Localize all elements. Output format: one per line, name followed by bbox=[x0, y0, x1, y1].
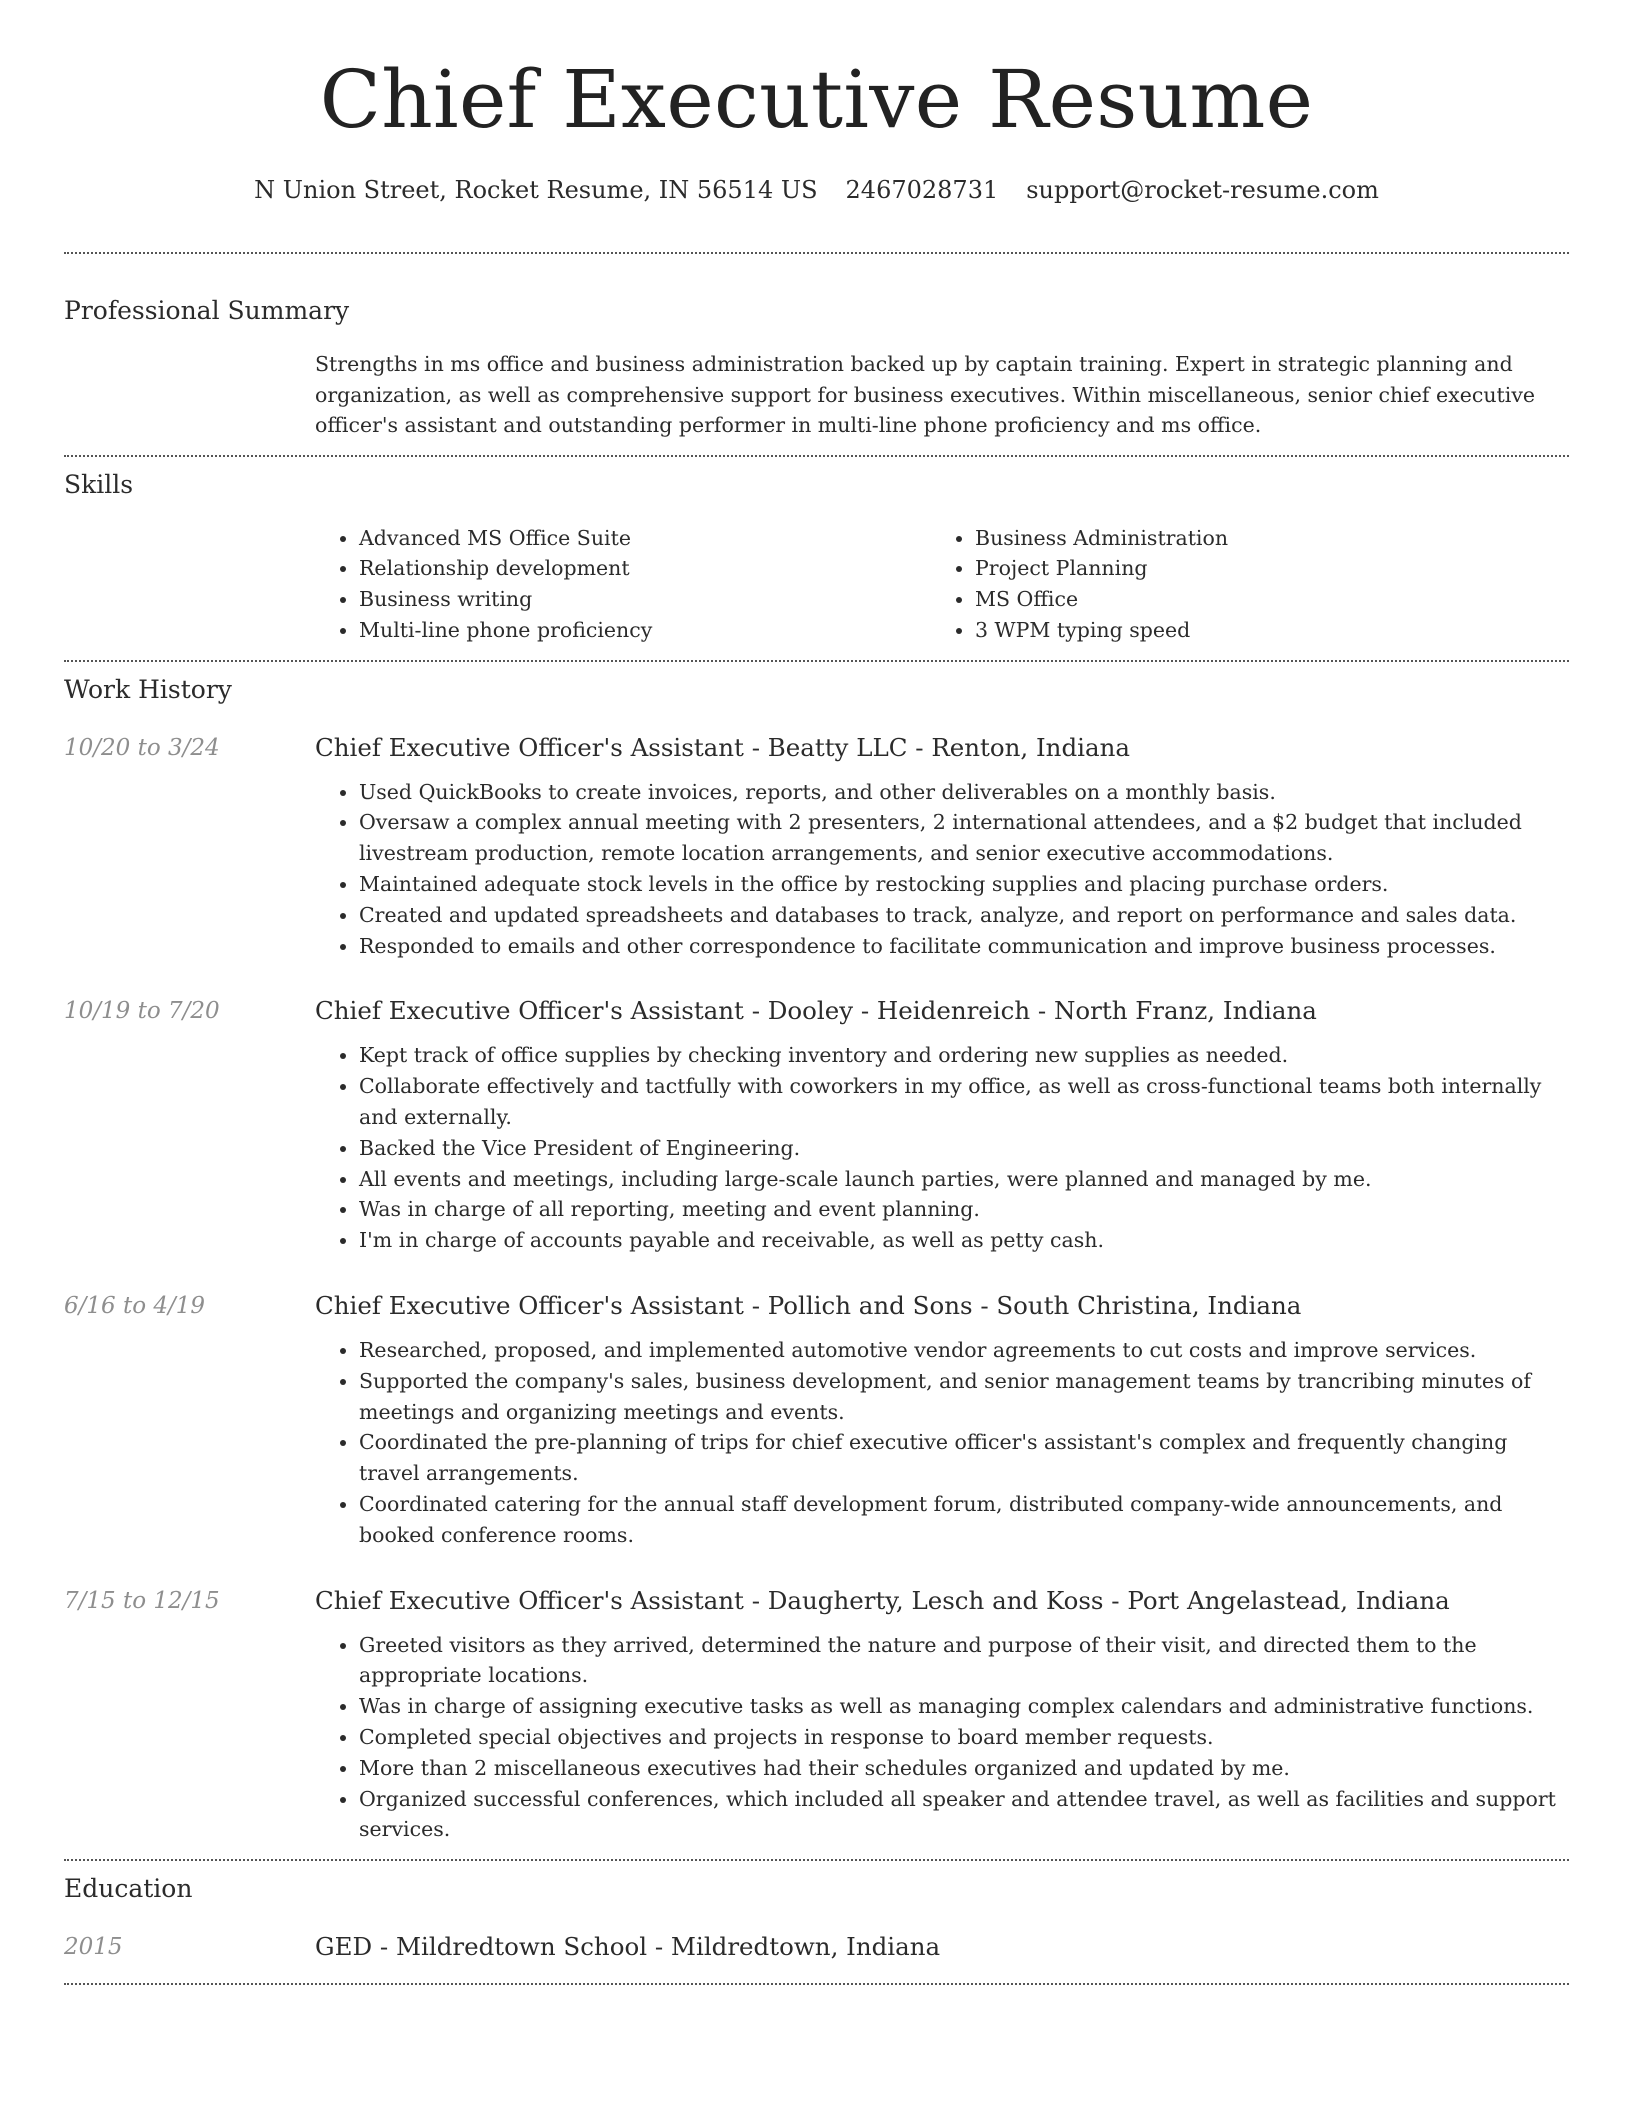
skill-item: • Business writing bbox=[359, 584, 931, 615]
job-dates: 10/20 to 3/24 bbox=[64, 734, 220, 761]
contact-email: support@rocket-resume.com bbox=[1026, 176, 1379, 204]
work-section bbox=[64, 662, 1569, 1846]
job-bullet: • Researched, proposed, and implemented automotive vendor agreements to cut costs and improve services. bbox=[359, 1335, 1569, 1366]
job-bullet: • Organized successful conferences, which included all speaker and attendee travel, as well as facilities and support services. bbox=[359, 1784, 1569, 1846]
job-entry bbox=[64, 732, 1569, 962]
job-entry bbox=[64, 1585, 1569, 1846]
contact-address: N Union Street, Rocket Resume, IN 56514 US bbox=[254, 176, 818, 204]
job-bullet: • Collaborate effectively and tactfully with coworkers in my office, as well as cross-functional teams both internally and externally. bbox=[359, 1071, 1569, 1133]
work-heading: Work History bbox=[64, 674, 232, 704]
job-bullets bbox=[315, 1630, 1569, 1846]
education-body bbox=[315, 1931, 1569, 1963]
education-title: GED - Mildredtown School - Mildredtown, Indiana bbox=[315, 1932, 941, 1962]
job-bullet: • Maintained adequate stock levels in the office by restocking supplies and placing purchase orders. bbox=[359, 869, 1569, 900]
education-entry bbox=[64, 1931, 1569, 1963]
job-bullet: • Kept track of office supplies by checking inventory and ordering new supplies as needed. bbox=[359, 1040, 1569, 1071]
job-bullet: • I'm in charge of accounts payable and receivable, as well as petty cash. bbox=[359, 1225, 1569, 1256]
job-bullet: • Responded to emails and other correspondence to facilitate communication and improve business processes. bbox=[359, 931, 1569, 962]
job-bullet: • Coordinated catering for the annual staff development forum, distributed company-wide announcements, and booked conference rooms. bbox=[359, 1489, 1569, 1551]
job-bullet: • Used QuickBooks to create invoices, reports, and other deliverables on a monthly basis. bbox=[359, 777, 1569, 808]
job-dates: 7/15 to 12/15 bbox=[64, 1587, 220, 1614]
job-bullet: • Created and updated spreadsheets and databases to track, analyze, and report on performance and sales data. bbox=[359, 900, 1569, 931]
job-bullet: • Was in charge of assigning executive tasks as well as managing complex calendars and administrative functions. bbox=[359, 1691, 1569, 1722]
job-body bbox=[315, 1290, 1569, 1551]
job-bullet: • Backed the Vice President of Engineering. bbox=[359, 1133, 1569, 1164]
job-bullet: • Completed special objectives and projects in response to board member requests. bbox=[359, 1722, 1569, 1753]
contact-phone: 2467028731 bbox=[845, 176, 999, 204]
job-bullet: • Was in charge of all reporting, meeting and event planning. bbox=[359, 1194, 1569, 1225]
skill-item: • Relationship development bbox=[359, 553, 931, 584]
skills-column-left bbox=[315, 523, 931, 646]
summary-section bbox=[64, 254, 1569, 441]
skill-item: • Multi-line phone proficiency bbox=[359, 615, 931, 646]
job-dates: 6/16 to 4/19 bbox=[64, 1293, 206, 1320]
skills-section bbox=[64, 457, 1569, 646]
education-section bbox=[64, 1861, 1569, 1963]
job-title: Chief Executive Officer's Assistant - Daugherty, Lesch and Koss - Port Angelastead, Indiana bbox=[315, 1585, 1450, 1615]
job-title: Chief Executive Officer's Assistant - Beatty LLC - Renton, Indiana bbox=[315, 732, 1130, 762]
job-bullet: • All events and meetings, including large-scale launch parties, were planned and managed by me. bbox=[359, 1164, 1569, 1195]
job-bullet: • Greeted visitors as they arrived, determined the nature and purpose of their visit, and directed them to the appropriate locations. bbox=[359, 1630, 1569, 1692]
skill-item: • Project Planning bbox=[975, 553, 1491, 584]
job-bullets bbox=[315, 1335, 1569, 1551]
education-heading: Education bbox=[64, 1874, 193, 1904]
skill-item: • 3 WPM typing speed bbox=[975, 615, 1491, 646]
summary-heading: Professional Summary bbox=[64, 296, 350, 325]
job-title: Chief Executive Officer's Assistant - Dooley - Heidenreich - North Franz, Indiana bbox=[315, 996, 1317, 1026]
summary-text: Strengths in ms office and business administration backed up by captain training. Expert in strategic planning and organization, as well as comprehensive support for business executives. Within miscellaneous, senior chief executive officer's assistant and outstanding performer in multi-line phone proficiency and ms office. bbox=[315, 352, 1536, 437]
job-body bbox=[315, 995, 1569, 1256]
skills-heading: Skills bbox=[64, 469, 134, 499]
job-body bbox=[315, 1585, 1569, 1846]
skill-item: • MS Office bbox=[975, 584, 1491, 615]
job-body bbox=[315, 732, 1569, 962]
job-title: Chief Executive Officer's Assistant - Pollich and Sons - South Christina, Indiana bbox=[315, 1291, 1302, 1321]
job-bullet: • Oversaw a complex annual meeting with 2 presenters, 2 international attendees, and a $2 budget that included livestream production, remote location arrangements, and senior executive accommodations. bbox=[359, 807, 1569, 869]
job-entry bbox=[64, 1290, 1569, 1551]
skill-item: • Business Administration bbox=[975, 523, 1491, 554]
education-year: 2015 bbox=[64, 1934, 123, 1961]
job-bullet: • Coordinated the pre-planning of trips for chief executive officer's assistant's complex and frequently changing travel arrangements. bbox=[359, 1427, 1569, 1489]
divider bbox=[64, 1983, 1569, 1985]
job-bullets bbox=[315, 777, 1569, 962]
skills-column-right bbox=[931, 523, 1491, 646]
job-entry bbox=[64, 995, 1569, 1256]
job-bullets bbox=[315, 1040, 1569, 1256]
contact-line bbox=[64, 174, 1569, 206]
resume-title: Chief Executive Resume bbox=[319, 53, 1314, 146]
job-dates: 10/19 to 7/20 bbox=[64, 998, 220, 1025]
job-bullet: • Supported the company's sales, business development, and senior management teams by trancribing minutes of meetings and organizing meetings and events. bbox=[359, 1366, 1569, 1428]
skill-item: • Advanced MS Office Suite bbox=[359, 523, 931, 554]
job-bullet: • More than 2 miscellaneous executives had their schedules organized and updated by me. bbox=[359, 1753, 1569, 1784]
skills-list bbox=[315, 523, 1569, 646]
